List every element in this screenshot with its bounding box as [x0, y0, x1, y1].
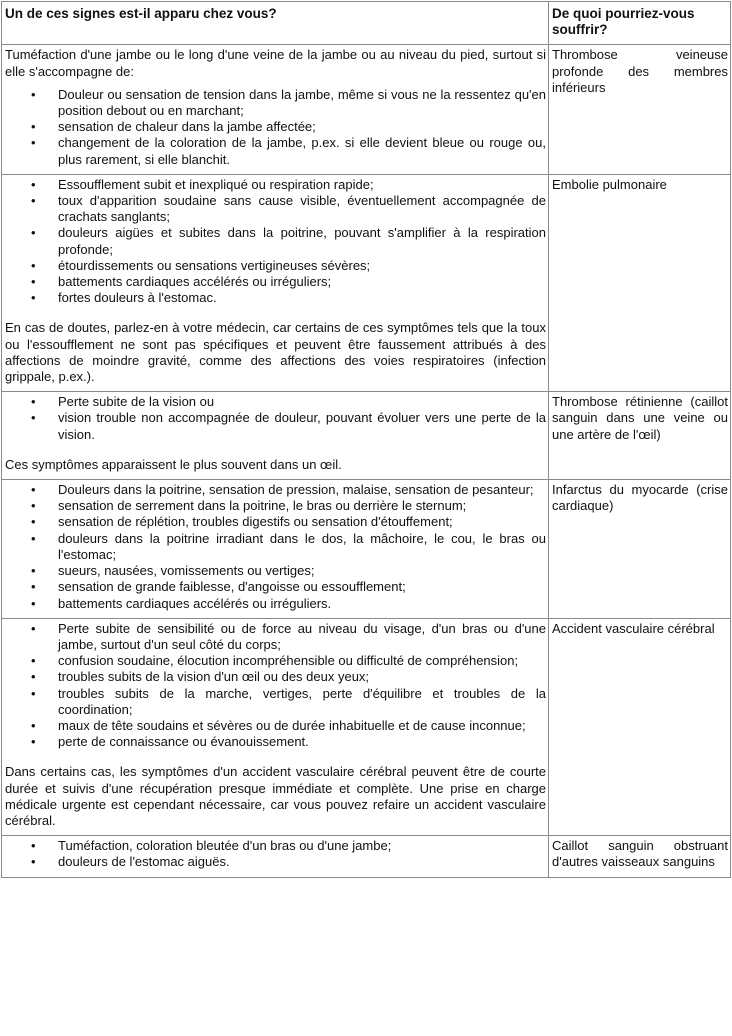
- symptom-item: • Tuméfaction, coloration bleutée d'un bras ou d'une jambe;: [58, 838, 546, 854]
- symptom-intro: Tuméfaction d'une jambe ou le long d'une veine de la jambe ou au niveau du pied, surtout si elle s'accompagne de:: [5, 47, 546, 79]
- symptom-item: • Douleur ou sensation de tension dans la jambe, même si vous ne la ressentez qu'en position debout ou en marchant;: [58, 87, 546, 119]
- header-condition: De quoi pourriez-vous souffrir?: [549, 2, 731, 45]
- table-row: [2, 392, 731, 480]
- symptoms-cell: [2, 45, 549, 174]
- table-row: [2, 618, 731, 835]
- symptom-note: Dans certains cas, les symptômes d'un accident vasculaire cérébral peuvent être de courte durée et suivis d'une récupération presque immédiate et complète. Une prise en charge médicale urgente est cependant nécessaire, car vous pouvez refaire un accident vasculaire cérébral.: [5, 764, 546, 828]
- symptom-item: • troubles subits de la vision d'un œil ou des deux yeux;: [58, 669, 546, 685]
- symptom-item: • changement de la coloration de la jambe, p.ex. si elle devient bleue ou rouge ou, plus rarement, si elle blanchit.: [58, 135, 546, 167]
- symptom-item: • douleurs dans la poitrine irradiant dans le dos, la mâchoire, le cou, le bras ou l'estomac;: [58, 531, 546, 563]
- symptoms-cell: [2, 392, 549, 480]
- symptom-item: • fortes douleurs à l'estomac.: [58, 290, 546, 306]
- symptom-item: • maux de tête soudains et sévères ou de durée inhabituelle et de cause inconnue;: [58, 718, 546, 734]
- symptom-item: • sensation de serrement dans la poitrine, le bras ou derrière le sternum;: [58, 498, 546, 514]
- symptom-item: • battements cardiaques accélérés ou irréguliers;: [58, 274, 546, 290]
- condition-cell: Thrombose veineuse profonde des membres inférieurs: [549, 45, 731, 174]
- table-row: [2, 174, 731, 391]
- symptom-item: • Essoufflement subit et inexpliqué ou respiration rapide;: [58, 177, 546, 193]
- symptom-list: [5, 482, 546, 612]
- symptom-item: • vision trouble non accompagnée de douleur, pouvant évoluer vers une perte de la vision.: [58, 410, 546, 442]
- symptom-item: • Douleurs dans la poitrine, sensation de pression, malaise, sensation de pesanteur;: [58, 482, 546, 498]
- symptom-note: En cas de doutes, parlez-en à votre médecin, car certains de ces symptômes tels que la toux ou l'essoufflement ne sont pas spécifiques et peuvent être faussement attribués à des affections de moindre gravité, comme des affections des voies respiratoires (infection grippale, p.ex.).: [5, 320, 546, 385]
- symptoms-cell: [2, 836, 549, 877]
- symptom-list: [5, 177, 546, 307]
- table-row: [2, 480, 731, 619]
- symptoms-cell: [2, 480, 549, 619]
- symptoms-table: [1, 1, 731, 878]
- symptoms-cell: [2, 618, 549, 835]
- symptom-list: [5, 394, 546, 443]
- condition-cell: Accident vasculaire cérébral: [549, 618, 731, 835]
- symptom-item: • battements cardiaques accélérés ou irréguliers.: [58, 596, 546, 612]
- condition-cell: Embolie pulmonaire: [549, 174, 731, 391]
- symptom-item: • étourdissements ou sensations vertigineuses sévères;: [58, 258, 546, 274]
- symptom-list: [5, 87, 546, 168]
- condition-cell: Infarctus du myocarde (crise cardiaque): [549, 480, 731, 619]
- condition-cell: Caillot sanguin obstruant d'autres vaisseaux sanguins: [549, 836, 731, 877]
- symptoms-cell: [2, 174, 549, 391]
- symptom-item: • troubles subits de la marche, vertiges, perte d'équilibre et troubles de la coordination;: [58, 686, 546, 718]
- symptom-item: • Perte subite de la vision ou: [58, 394, 546, 410]
- symptom-item: • sensation de réplétion, troubles digestifs ou sensation d'étouffement;: [58, 514, 546, 530]
- symptom-note: Ces symptômes apparaissent le plus souvent dans un œil.: [5, 456, 342, 472]
- symptom-item: • perte de connaissance ou évanouissement.: [58, 734, 546, 750]
- table-row: [2, 836, 731, 877]
- header-symptoms: Un de ces signes est-il apparu chez vous?: [2, 2, 549, 45]
- table-header-row: [2, 2, 731, 45]
- symptom-list: [5, 621, 546, 751]
- symptom-item: • confusion soudaine, élocution incompréhensible ou difficulté de compréhension;: [58, 653, 546, 669]
- condition-cell: Thrombose rétinienne (caillot sanguin dans une veine ou une artère de l'œil): [549, 392, 731, 480]
- symptom-item: • sensation de chaleur dans la jambe affectée;: [58, 119, 546, 135]
- symptom-item: • toux d'apparition soudaine sans cause visible, éventuellement accompagnée de crachats sanglants;: [58, 193, 546, 225]
- symptom-list: [5, 838, 546, 870]
- symptom-item: • sueurs, nausées, vomissements ou vertiges;: [58, 563, 546, 579]
- symptom-item: • Perte subite de sensibilité ou de force au niveau du visage, d'un bras ou d'une jambe, surtout d'un seul côté du corps;: [58, 621, 546, 653]
- symptom-item: • douleurs de l'estomac aiguës.: [58, 854, 546, 870]
- symptom-item: • sensation de grande faiblesse, d'angoisse ou essoufflement;: [58, 579, 546, 595]
- table-row: [2, 45, 731, 174]
- symptom-item: • douleurs aigües et subites dans la poitrine, pouvant s'amplifier à la respiration profonde;: [58, 225, 546, 257]
